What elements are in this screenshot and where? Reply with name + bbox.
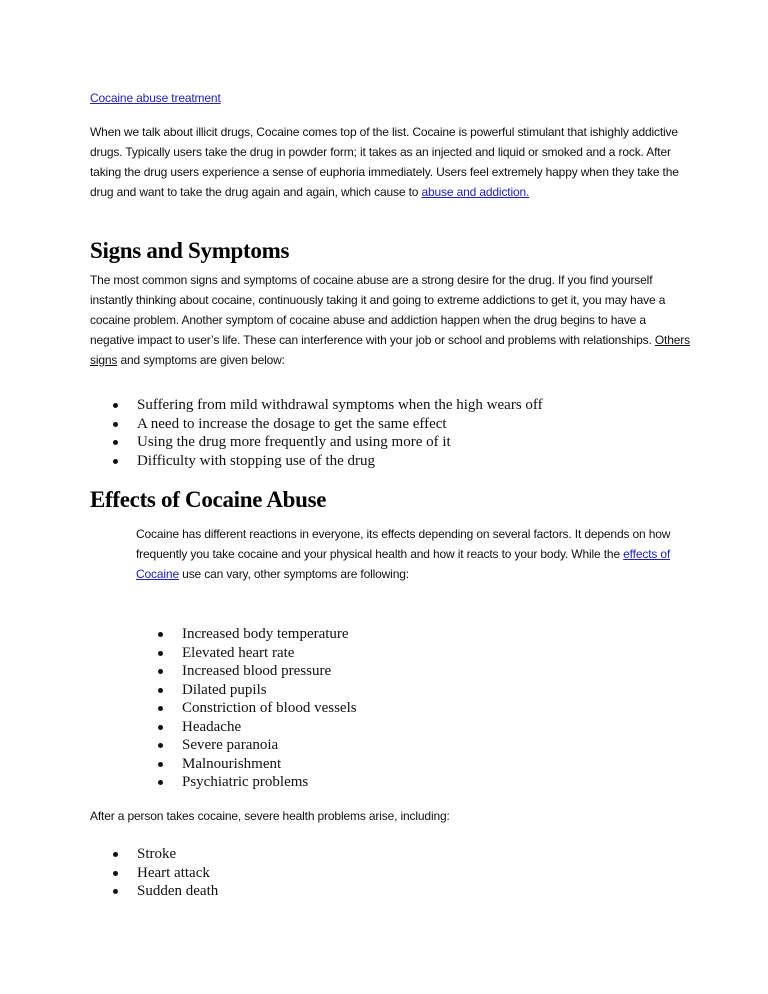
bullet-icon xyxy=(158,762,163,767)
effects-list xyxy=(158,625,357,792)
health-list xyxy=(113,845,218,901)
list-item xyxy=(158,625,357,644)
bullet-icon xyxy=(158,669,163,674)
bullet-icon xyxy=(113,440,118,445)
intro-paragraph xyxy=(90,122,690,202)
bullet-icon xyxy=(158,651,163,656)
effects-text: Cocaine has different reactions in everyone, its effects depending on several factors. It depends on how frequently you take cocaine and your physical health and how it reacts to your body. While the xyxy=(136,527,671,561)
list-item xyxy=(158,681,357,700)
list-item-text: Heart attack xyxy=(137,864,210,881)
list-item-text: Malnourishment xyxy=(182,755,282,772)
list-item-text: Constriction of blood vessels xyxy=(182,700,357,716)
list-item xyxy=(158,699,357,718)
signs-paragraph xyxy=(90,270,690,370)
cocaine-abuse-treatment-link[interactable]: Cocaine abuse treatment xyxy=(90,91,221,105)
list-item xyxy=(158,773,357,792)
list-item xyxy=(113,415,543,434)
list-item xyxy=(113,845,218,864)
list-item xyxy=(158,662,357,681)
list-item xyxy=(158,718,357,737)
list-item-text: Severe paranoia xyxy=(182,737,279,753)
effects-paragraph xyxy=(136,524,696,584)
bullet-icon xyxy=(158,632,163,637)
list-item-text: Dilated pupils xyxy=(182,681,267,698)
bullet-icon xyxy=(158,688,163,693)
bullet-icon xyxy=(113,403,118,408)
others-signs-underlined: Others signs xyxy=(90,333,690,367)
bullet-icon xyxy=(158,706,163,711)
list-item xyxy=(113,864,218,883)
list-item-text: Increased body temperature xyxy=(182,626,349,642)
bullet-icon xyxy=(113,852,118,857)
list-item-text: A need to increase the dosage to get the same effect xyxy=(137,415,447,432)
signs-list xyxy=(113,396,543,470)
list-item-text: Psychiatric problems xyxy=(182,774,309,790)
effects-text-end: use can vary, other symptoms are following: xyxy=(178,567,409,581)
health-intro-paragraph: After a person takes cocaine, severe health problems arise, including: xyxy=(90,809,450,823)
list-item xyxy=(113,882,218,901)
list-item-text: Increased blood pressure xyxy=(182,663,332,679)
signs-text-end: and symptoms are given below: xyxy=(117,353,285,367)
signs-text: The most common signs and symptoms of cocaine abuse are a strong desire for the drug. If you find yourself instantly thinking about cocaine, continuously taking it and going to extreme addictions to get it, you may have a cocaine problem. Another symptom of cocaine abuse and addiction happen when the drug begins to have a negative impact to user’s life. These can interference with your job or school and problems with relationships. xyxy=(90,273,666,347)
list-item xyxy=(113,396,543,415)
list-item-text: Sudden death xyxy=(137,883,219,899)
bullet-icon xyxy=(158,743,163,748)
bullet-icon xyxy=(158,725,163,730)
list-item xyxy=(158,736,357,755)
bullet-icon xyxy=(113,871,118,876)
list-item-text: Stroke xyxy=(137,846,177,862)
list-item-text: Elevated heart rate xyxy=(182,644,295,661)
list-item xyxy=(158,755,357,774)
list-item-text: Headache xyxy=(182,718,242,735)
list-item-text: Using the drug more frequently and using more of it xyxy=(137,434,451,450)
bullet-icon xyxy=(113,422,118,427)
effects-of-cocaine-link[interactable]: effects of Cocaine xyxy=(136,547,671,581)
signs-heading: Signs and Symptoms xyxy=(90,238,290,263)
bullet-icon xyxy=(113,889,118,894)
bullet-icon xyxy=(158,780,163,785)
list-item xyxy=(158,644,357,663)
list-item-text: Suffering from mild withdrawal symptoms when the high wears off xyxy=(137,397,543,413)
list-item xyxy=(113,433,543,452)
list-item xyxy=(113,452,543,471)
intro-text: When we talk about illicit drugs, Cocaine comes top of the list. Cocaine is powerful stimulant that ishighly addictive drugs. Typically users take the drug in powder form; it takes as an injected and liquid or smoked and a rock. After taking the drug users experience a sense of euphoria immediately. Users feel extremely happy when they take the drug and want to take the drug again and again, which cause to xyxy=(90,125,679,199)
effects-heading: Effects of Cocaine Abuse xyxy=(90,487,327,512)
list-item-text: Difficulty with stopping use of the drug xyxy=(137,452,376,469)
abuse-and-addiction-link[interactable]: abuse and addiction. xyxy=(421,185,530,199)
bullet-icon xyxy=(113,459,118,464)
